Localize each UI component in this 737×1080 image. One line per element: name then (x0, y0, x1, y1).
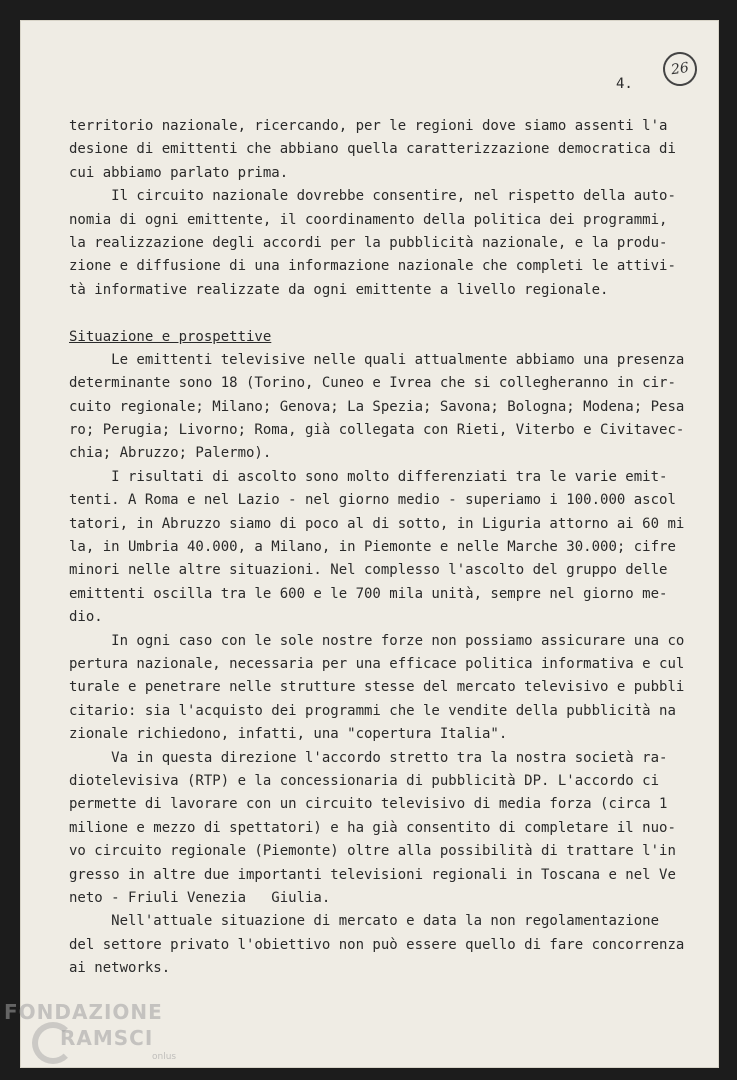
watermark-line1: FONDAZIONE (4, 1000, 163, 1024)
fondazione-gramsci-watermark (4, 1000, 204, 1080)
text-line: tenti. A Roma e nel Lazio - nel giorno medio - superiamo i 100.000 ascol (69, 492, 676, 509)
archive-stamp-number: 26 (661, 50, 699, 88)
text-line: pertura nazionale, necessaria per una efficace politica informativa e cul (69, 655, 685, 672)
text-line: determinante sono 18 (Torino, Cuneo e Ivrea che si collegheranno in cir- (69, 375, 676, 392)
text-line: neto - Friuli Venezia Giulia. (69, 889, 331, 906)
text-line: ro; Perugia; Livorno; Roma, già collegata con Rieti, Viterbo e Civitavec- (69, 422, 685, 439)
text-line: Va in questa direzione l'accordo stretto tra la nostra società ra- (69, 749, 668, 766)
text-line: chia; Abruzzo; Palermo). (69, 445, 272, 462)
text-line: del settore privato l'obiettivo non può essere quello di fare concorrenza (69, 936, 685, 953)
document-page (20, 20, 719, 1068)
document-body (69, 115, 699, 980)
page-number: 4. (616, 76, 633, 92)
watermark-subtitle: onlus (152, 1052, 177, 1062)
text-line: la realizzazione degli accordi per la pubblicità nazionale, e la produ- (69, 234, 668, 251)
text-line: vo circuito regionale (Piemonte) oltre alla possibilità di trattare l'in (69, 843, 676, 860)
text-line: permette di lavorare con un circuito televisivo di media forza (circa 1 (69, 796, 668, 813)
text-line: In ogni caso con le sole nostre forze non possiamo assicurare una co (69, 632, 685, 649)
text-line: cuito regionale; Milano; Genova; La Spezia; Savona; Bologna; Modena; Pesa (69, 398, 685, 415)
paragraph-gap (69, 302, 699, 325)
watermark-line2: RAMSCI (60, 1026, 154, 1050)
text-line: desione di emittenti che abbiano quella caratterizzazione democratica di (69, 141, 676, 158)
text-line: tà informative realizzate da ogni emittente a livello regionale. (69, 281, 609, 298)
text-line: gresso in altre due importanti televisioni regionali in Toscana e nel Ve (69, 866, 676, 883)
text-line: minori nelle altre situazioni. Nel complesso l'ascolto del gruppo delle (69, 562, 668, 579)
text-line: la, in Umbria 40.000, a Milano, in Piemonte e nelle Marche 30.000; cifre (69, 539, 676, 556)
text-line: turale e penetrare nelle strutture stesse del mercato televisivo e pubbli (69, 679, 685, 696)
text-line: zionale richiedono, infatti, una "copertura Italia". (69, 726, 508, 743)
text-line: dio. (69, 609, 103, 626)
text-line: ai networks. (69, 960, 171, 977)
text-line: Il circuito nazionale dovrebbe consentire, nel rispetto della auto- (69, 188, 676, 205)
text-line: citario: sia l'acquisto dei programmi che le vendite della pubblicità na (69, 702, 676, 719)
text-line: milione e mezzo di spettatori) e ha già consentito di completare il nuo- (69, 819, 676, 836)
text-line: cui abbiamo parlato prima. (69, 164, 289, 181)
text-line: Le emittenti televisive nelle quali attualmente abbiamo una presenza (69, 351, 685, 368)
text-line: tatori, in Abruzzo siamo di poco al di sotto, in Liguria attorno ai 60 mi (69, 515, 685, 532)
text-line: diotelevisiva (RTP) e la concessionaria di pubblicità DP. L'accordo ci (69, 772, 660, 789)
text-line: emittenti oscilla tra le 600 e le 700 mila unità, sempre nel giorno me- (69, 585, 668, 602)
section-heading: Situazione e prospettive (69, 328, 272, 345)
text-line: nomia di ogni emittente, il coordinamento della politica dei programmi, (69, 211, 668, 228)
text-line: territorio nazionale, ricercando, per le regioni dove siamo assenti l'a (69, 118, 668, 134)
text-line: Nell'attuale situazione di mercato e data la non regolamentazione (69, 913, 660, 930)
text-line: I risultati di ascolto sono molto differenziati tra le varie emit- (69, 468, 668, 485)
text-line: zione e diffusione di una informazione nazionale che completi le attivi- (69, 258, 676, 275)
